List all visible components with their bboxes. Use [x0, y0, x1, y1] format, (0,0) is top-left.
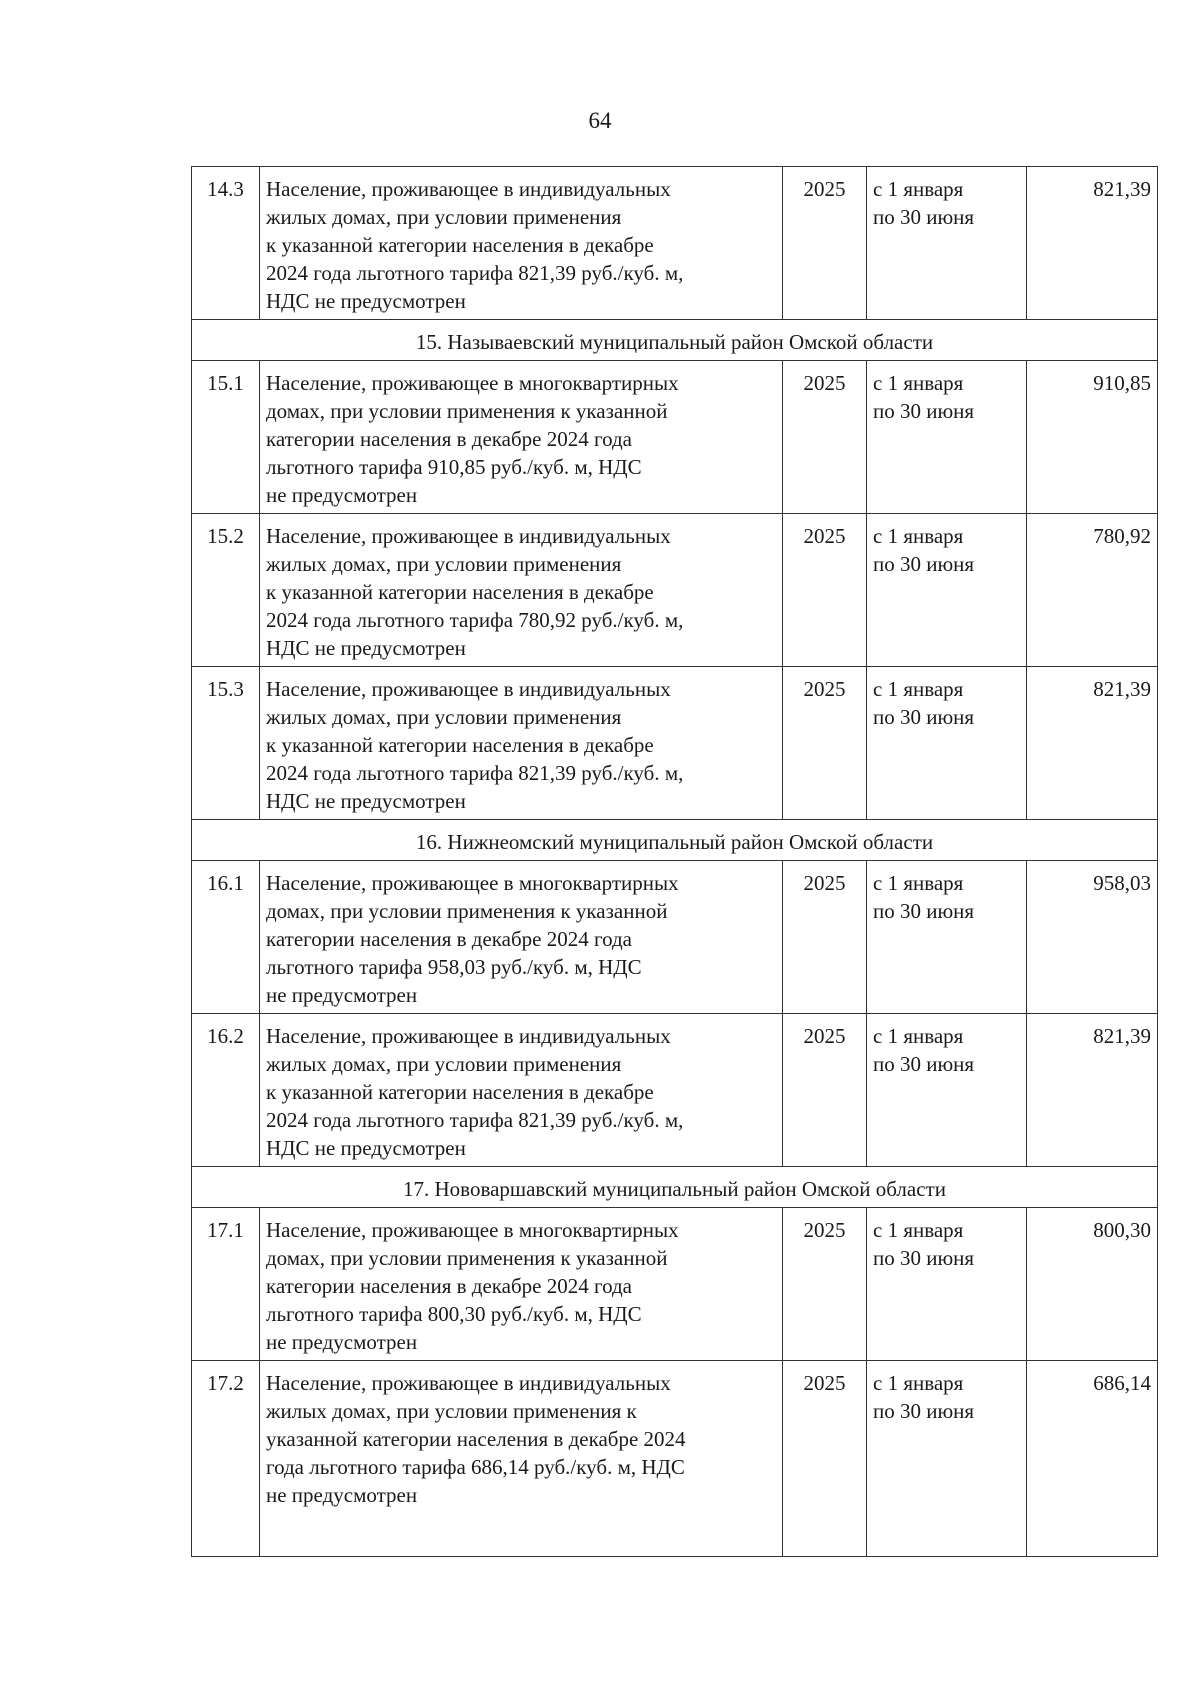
row-year: 2025 [783, 667, 867, 820]
row-tariff-value: 821,39 [1027, 1014, 1158, 1167]
row-year: 2025 [783, 1208, 867, 1361]
description-line: жилых домах, при условии применения к [266, 1399, 637, 1423]
row-year: 2025 [783, 167, 867, 320]
description-line: не предусмотрен [266, 483, 418, 507]
period-line: по 30 июня [873, 899, 975, 923]
description-line: Население, проживающее в многоквартирных [266, 1218, 679, 1242]
description-line: жилых домах, при условии применения [266, 1052, 622, 1076]
row-description [260, 167, 783, 320]
description-line: категории населения в декабре 2024 года [266, 927, 632, 951]
row-description [260, 861, 783, 1014]
row-year: 2025 [783, 361, 867, 514]
description-line: Население, проживающее в многоквартирных [266, 871, 679, 895]
section-row [192, 1167, 1158, 1208]
description-line: к указанной категории населения в декабре [266, 733, 654, 757]
description-line: Население, проживающее в индивидуальных [266, 524, 671, 548]
period-line: по 30 июня [873, 552, 975, 576]
description-line: жилых домах, при условии применения [266, 705, 622, 729]
table-row [192, 1014, 1158, 1167]
row-tariff-value: 686,14 [1027, 1361, 1158, 1557]
row-tariff-value: 910,85 [1027, 361, 1158, 514]
section-row [192, 820, 1158, 861]
row-period [867, 1014, 1027, 1167]
row-description [260, 1014, 783, 1167]
description-line: к указанной категории населения в декабре [266, 580, 654, 604]
row-number: 16.1 [192, 861, 260, 1014]
description-line: указанной категории населения в декабре 2024 [266, 1427, 686, 1451]
table-row [192, 1208, 1158, 1361]
period-line: с 1 января [873, 677, 964, 701]
description-line: Население, проживающее в индивидуальных [266, 677, 671, 701]
table-row [192, 514, 1158, 667]
description-line: НДС не предусмотрен [266, 289, 466, 313]
tariff-table [191, 166, 1158, 1557]
page-number: 64 [588, 108, 612, 133]
row-period [867, 1208, 1027, 1361]
row-description [260, 514, 783, 667]
row-description [260, 1361, 783, 1557]
row-period [867, 167, 1027, 320]
table-row [192, 667, 1158, 820]
row-description [260, 1208, 783, 1361]
description-line: 2024 года льготного тарифа 821,39 руб./куб. м, [266, 761, 684, 785]
row-period [867, 667, 1027, 820]
description-line: категории населения в декабре 2024 года [266, 1274, 632, 1298]
period-line: с 1 января [873, 1024, 964, 1048]
table-row [192, 1361, 1158, 1557]
period-line: с 1 января [873, 1371, 964, 1395]
row-tariff-value: 780,92 [1027, 514, 1158, 667]
table-row [192, 167, 1158, 320]
description-line: льготного тарифа 910,85 руб./куб. м, НДС [266, 455, 642, 479]
section-title: 15. Называевский муниципальный район Омской области [192, 320, 1158, 361]
description-line: льготного тарифа 800,30 руб./куб. м, НДС [266, 1302, 642, 1326]
row-year: 2025 [783, 514, 867, 667]
row-number: 14.3 [192, 167, 260, 320]
description-line: к указанной категории населения в декабре [266, 1080, 654, 1104]
description-line: Население, проживающее в многоквартирных [266, 371, 679, 395]
row-description [260, 667, 783, 820]
description-line: Население, проживающее в индивидуальных [266, 1024, 671, 1048]
row-tariff-value: 821,39 [1027, 667, 1158, 820]
description-line: НДС не предусмотрен [266, 636, 466, 660]
period-line: по 30 июня [873, 1246, 975, 1270]
period-line: с 1 января [873, 371, 964, 395]
row-period [867, 361, 1027, 514]
period-line: с 1 января [873, 871, 964, 895]
period-line: по 30 июня [873, 1052, 975, 1076]
row-number: 15.3 [192, 667, 260, 820]
row-number: 17.2 [192, 1361, 260, 1557]
section-row [192, 320, 1158, 361]
description-line: не предусмотрен [266, 983, 418, 1007]
row-tariff-value: 958,03 [1027, 861, 1158, 1014]
row-year: 2025 [783, 1361, 867, 1557]
tariff-table-body [192, 167, 1158, 1557]
description-line: 2024 года льготного тарифа 821,39 руб./куб. м, [266, 261, 684, 285]
row-year: 2025 [783, 861, 867, 1014]
section-title: 17. Нововаршавский муниципальный район Омской области [192, 1167, 1158, 1208]
period-line: с 1 января [873, 177, 964, 201]
row-number: 15.1 [192, 361, 260, 514]
description-line: Население, проживающее в индивидуальных [266, 1371, 671, 1395]
description-line: домах, при условии применения к указанной [266, 399, 668, 423]
description-line: льготного тарифа 958,03 руб./куб. м, НДС [266, 955, 642, 979]
description-line: категории населения в декабре 2024 года [266, 427, 632, 451]
description-line: Население, проживающее в индивидуальных [266, 177, 671, 201]
row-tariff-value: 800,30 [1027, 1208, 1158, 1361]
description-line: жилых домах, при условии применения [266, 205, 622, 229]
description-line: 2024 года льготного тарифа 780,92 руб./куб. м, [266, 608, 684, 632]
description-line: жилых домах, при условии применения [266, 552, 622, 576]
description-line: домах, при условии применения к указанной [266, 899, 668, 923]
description-line: года льготного тарифа 686,14 руб./куб. м, НДС [266, 1455, 685, 1479]
row-period [867, 1361, 1027, 1557]
row-period [867, 514, 1027, 667]
row-year: 2025 [783, 1014, 867, 1167]
description-line: НДС не предусмотрен [266, 1136, 466, 1160]
description-line: к указанной категории населения в декабре [266, 233, 654, 257]
section-title: 16. Нижнеомский муниципальный район Омской области [192, 820, 1158, 861]
table-row [192, 861, 1158, 1014]
period-line: по 30 июня [873, 705, 975, 729]
period-line: с 1 января [873, 524, 964, 548]
description-line: НДС не предусмотрен [266, 789, 466, 813]
period-line: с 1 января [873, 1218, 964, 1242]
row-number: 16.2 [192, 1014, 260, 1167]
row-number: 15.2 [192, 514, 260, 667]
period-line: по 30 июня [873, 205, 975, 229]
period-line: по 30 июня [873, 1399, 975, 1423]
row-tariff-value: 821,39 [1027, 167, 1158, 320]
row-description [260, 361, 783, 514]
description-line: домах, при условии применения к указанной [266, 1246, 668, 1270]
row-period [867, 861, 1027, 1014]
table-row [192, 361, 1158, 514]
description-line: не предусмотрен [266, 1483, 418, 1507]
period-line: по 30 июня [873, 399, 975, 423]
description-line: не предусмотрен [266, 1330, 418, 1354]
description-line: 2024 года льготного тарифа 821,39 руб./куб. м, [266, 1108, 684, 1132]
row-number: 17.1 [192, 1208, 260, 1361]
